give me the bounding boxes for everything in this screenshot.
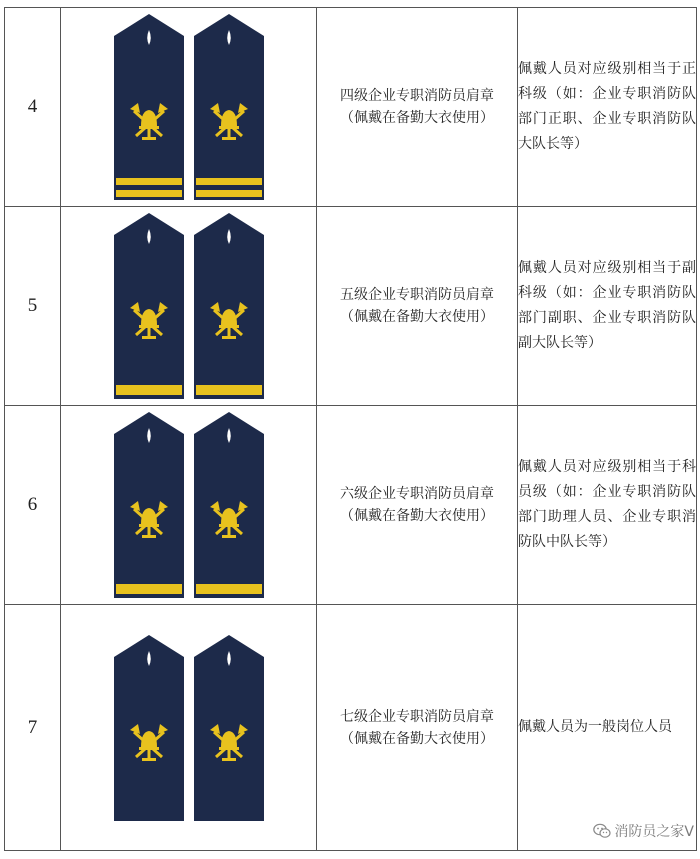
epaulette-board <box>194 213 264 399</box>
wearer-note: 佩戴人员对应级别相当于正科级（如：企业专职消防队部门正职、企业专职消防队大队长等） <box>518 8 697 207</box>
rank-number: 4 <box>5 8 61 207</box>
epaulette-pair <box>61 412 316 598</box>
epaulette-board <box>114 213 184 399</box>
description-title: 六级企业专职消防员肩章 <box>340 486 494 502</box>
description-title: 七级企业专职消防员肩章 <box>340 708 494 725</box>
rank-stripe <box>116 190 182 197</box>
rank-number: 6 <box>5 406 61 605</box>
epaulette-pair <box>61 213 316 399</box>
epaulette-image-cell <box>61 406 317 605</box>
epaulette-board <box>114 635 184 821</box>
wearer-note: 佩戴人员对应级别相当于科员级（如：企业专职消防队部门助理人员、企业专职消防队中队长等） <box>518 406 697 605</box>
epaulette-pair <box>61 635 316 821</box>
epaulette-description <box>317 406 518 605</box>
description-usage: （佩戴在备勤大衣使用） <box>340 110 494 126</box>
description-usage: （佩戴在备勤大衣使用） <box>340 730 494 747</box>
epaulette-board <box>114 14 184 200</box>
epaulette-image-cell <box>61 207 317 406</box>
epaulette-rank-table <box>4 7 697 851</box>
wearer-note: 佩戴人员为一般岗位人员 <box>518 605 697 851</box>
rank-stripe <box>196 190 262 197</box>
table-row-rank-6 <box>5 406 697 605</box>
table-row-rank-4 <box>5 8 697 207</box>
epaulette-board <box>194 412 264 598</box>
rank-stripe <box>116 385 182 395</box>
epaulette-description <box>317 207 518 406</box>
epaulette-board <box>114 412 184 598</box>
epaulette-description <box>317 8 518 207</box>
wearer-note: 佩戴人员对应级别相当于副科级（如：企业专职消防队部门副职、企业专职消防队副大队长等） <box>518 207 697 406</box>
watermark <box>593 821 694 841</box>
table-row-rank-7 <box>5 605 697 851</box>
description-usage: （佩戴在备勤大衣使用） <box>340 508 494 524</box>
description-title: 四级企业专职消防员肩章 <box>340 88 494 104</box>
rank-number: 5 <box>5 207 61 406</box>
rank-stripe <box>116 178 182 185</box>
epaulette-image-cell <box>61 8 317 207</box>
watermark-text: 消防员之家V <box>614 824 694 840</box>
epaulette-description <box>317 605 518 851</box>
rank-stripe <box>196 584 262 594</box>
epaulette-image-cell <box>61 605 317 851</box>
rank-number: 7 <box>5 605 61 851</box>
wechat-icon <box>593 823 611 839</box>
epaulette-board <box>194 14 264 200</box>
description-usage: （佩戴在备勤大衣使用） <box>340 309 494 325</box>
rank-stripe <box>116 584 182 594</box>
epaulette-board <box>194 635 264 821</box>
description-title: 五级企业专职消防员肩章 <box>340 287 494 303</box>
table-row-rank-5 <box>5 207 697 406</box>
epaulette-pair <box>61 14 316 200</box>
rank-stripe <box>196 178 262 185</box>
rank-stripe <box>196 385 262 395</box>
